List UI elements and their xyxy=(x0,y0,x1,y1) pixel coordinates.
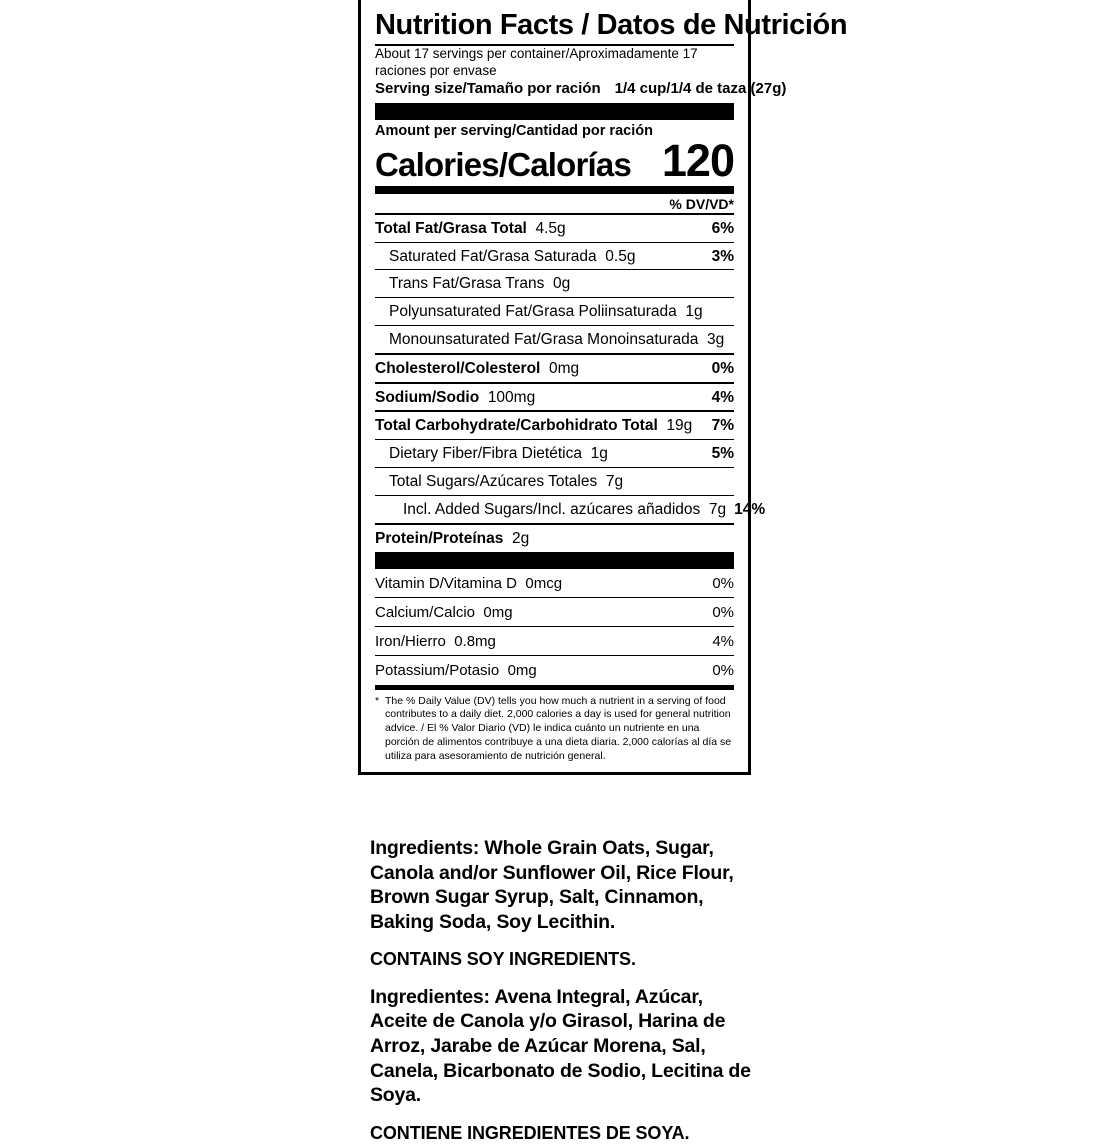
nutrient-name: Sodium/Sodio xyxy=(375,388,480,406)
nutrient-dv: 4% xyxy=(711,388,734,406)
table-row xyxy=(375,298,734,325)
nutrient-amount: 1g xyxy=(685,303,703,321)
table-row xyxy=(375,627,734,655)
nutrient-amount: 2g xyxy=(511,529,530,547)
nutrient-name: Dietary Fiber/Fibra Dietética xyxy=(389,445,582,463)
nutrient-amount: 0g xyxy=(552,275,571,293)
panel-title: Nutrition Facts / Datos de Nutrición xyxy=(375,9,848,41)
servings-per-container: About 17 servings per container/Aproximadamente 17 raciones por envase xyxy=(375,46,698,78)
nutrient-amount: 1g xyxy=(590,445,608,463)
nutrient-name: Total Fat/Grasa Total xyxy=(375,219,527,237)
table-row xyxy=(375,326,734,353)
nutrient-name: Protein/Proteínas xyxy=(375,529,504,547)
vitamin-dv: 0% xyxy=(712,574,734,592)
nutrient-dv: 3% xyxy=(711,247,734,265)
table-row xyxy=(375,412,734,439)
vitamin-amount: 0mcg xyxy=(525,574,563,592)
nutrient-amount: 4.5g xyxy=(535,219,566,237)
nutrient-amount: 0mg xyxy=(549,359,580,377)
ingredients-spanish: Ingredientes: Avena Integral, Azúcar, Aceite de Canola y/o Girasol, Harina de Arroz, Jarabe de Azúcar Morena, Sal, Canela, Bicarbonato de Sodio, Lecitina de Soya. xyxy=(370,985,751,1107)
vitamin-name: Vitamin D/Vitamina D xyxy=(375,574,518,592)
footnote-text: The % Daily Value (DV) tells you how much a nutrient in a serving of food contributes to a daily diet. 2,000 calories a day is used for general nutrition advice. / El % Valor Diario (VD) le indica cuánto un nutriente en una porción de alimentos contribuye a una dieta diaria. 2,000 calorías al día se utiliza para asesoramiento de nutrición general. xyxy=(385,694,732,762)
table-row xyxy=(375,384,734,411)
divider-thick-vitamins xyxy=(375,552,734,569)
serving-size-row xyxy=(375,79,787,98)
vitamin-name: Iron/Hierro xyxy=(375,633,446,650)
serving-size-label: Serving size/Tamaño por ración xyxy=(375,79,601,97)
nutrient-amount: 100mg xyxy=(487,388,536,406)
footnote xyxy=(375,690,734,766)
nutrient-name: Cholesterol/Colesterol xyxy=(375,359,541,377)
nutrient-name: Total Carbohydrate/Carbohidrato Total xyxy=(375,417,658,435)
table-row xyxy=(375,468,734,495)
table-row xyxy=(375,656,734,684)
nutrient-rows xyxy=(375,215,766,552)
nutrient-amount: 19g xyxy=(666,417,693,435)
contains-statement-spanish: CONTIENE INGREDIENTES DE SOYA. xyxy=(370,1122,690,1143)
divider-thick-top xyxy=(375,103,734,120)
nutrition-facts-panel xyxy=(358,0,848,775)
nutrient-name: Total Sugars/Azúcares Totales xyxy=(389,473,598,491)
daily-value-header: % DV/VD* xyxy=(669,195,734,212)
vitamin-amount: 0mg xyxy=(483,603,513,621)
calories-label: Calories/Calorías xyxy=(375,146,632,184)
nutrient-name: Polyunsaturated Fat/Grasa Poliinsaturada xyxy=(389,303,677,321)
table-row xyxy=(375,569,734,597)
nutrient-name: Incl. Added Sugars/Incl. azúcares añadidos xyxy=(403,500,701,518)
nutrient-dv: 7% xyxy=(711,417,734,435)
vitamin-dv: 0% xyxy=(712,662,734,680)
nutrient-dv: 5% xyxy=(711,445,734,463)
vitamin-amount: 0mg xyxy=(507,662,537,680)
vitamin-name: Calcium/Calcio xyxy=(375,603,476,621)
vitamin-dv: 4% xyxy=(712,633,734,650)
divider-under-calories xyxy=(375,186,734,194)
table-row xyxy=(375,598,734,626)
ingredients-english: Ingredients: Whole Grain Oats, Sugar, Canola and/or Sunflower Oil, Rice Flour, Brown Sugar Syrup, Salt, Cinnamon, Baking Soda, Soy Lecithin. xyxy=(370,837,734,933)
table-row xyxy=(375,525,734,552)
nutrient-dv: 14% xyxy=(734,500,766,518)
table-row xyxy=(375,496,766,523)
vitamin-dv: 0% xyxy=(712,603,734,621)
ingredients-block xyxy=(370,836,762,1144)
nutrient-name: Saturated Fat/Grasa Saturada xyxy=(389,247,597,265)
nutrient-amount: 7g xyxy=(708,500,727,518)
nutrient-name: Trans Fat/Grasa Trans xyxy=(389,275,545,293)
table-row xyxy=(375,215,734,242)
vitamin-amount: 0.8mg xyxy=(454,633,496,650)
table-row xyxy=(375,243,734,270)
nutrient-name: Monounsaturated Fat/Grasa Monoinsaturada xyxy=(389,331,699,348)
nutrient-dv: 6% xyxy=(711,219,734,237)
table-row xyxy=(375,440,734,467)
nutrient-amount: 3g xyxy=(706,331,725,348)
calories-row xyxy=(375,134,734,186)
vitamin-rows xyxy=(375,569,734,685)
nutrient-dv: 0% xyxy=(711,359,734,377)
calories-value: 120 xyxy=(661,134,734,186)
amount-per-serving-label: Amount per serving/Cantidad por ración xyxy=(375,122,653,139)
vitamin-name: Potassium/Potasio xyxy=(375,662,500,680)
serving-size-value: 1/4 cup/1/4 de taza (27g) xyxy=(614,79,787,97)
table-row xyxy=(375,270,734,297)
nutrient-amount: 0.5g xyxy=(605,247,636,265)
contains-statement-english: CONTAINS SOY INGREDIENTS. xyxy=(370,949,636,970)
table-row xyxy=(375,355,734,382)
footnote-marker: * xyxy=(375,694,380,707)
nutrient-amount: 7g xyxy=(605,473,624,491)
